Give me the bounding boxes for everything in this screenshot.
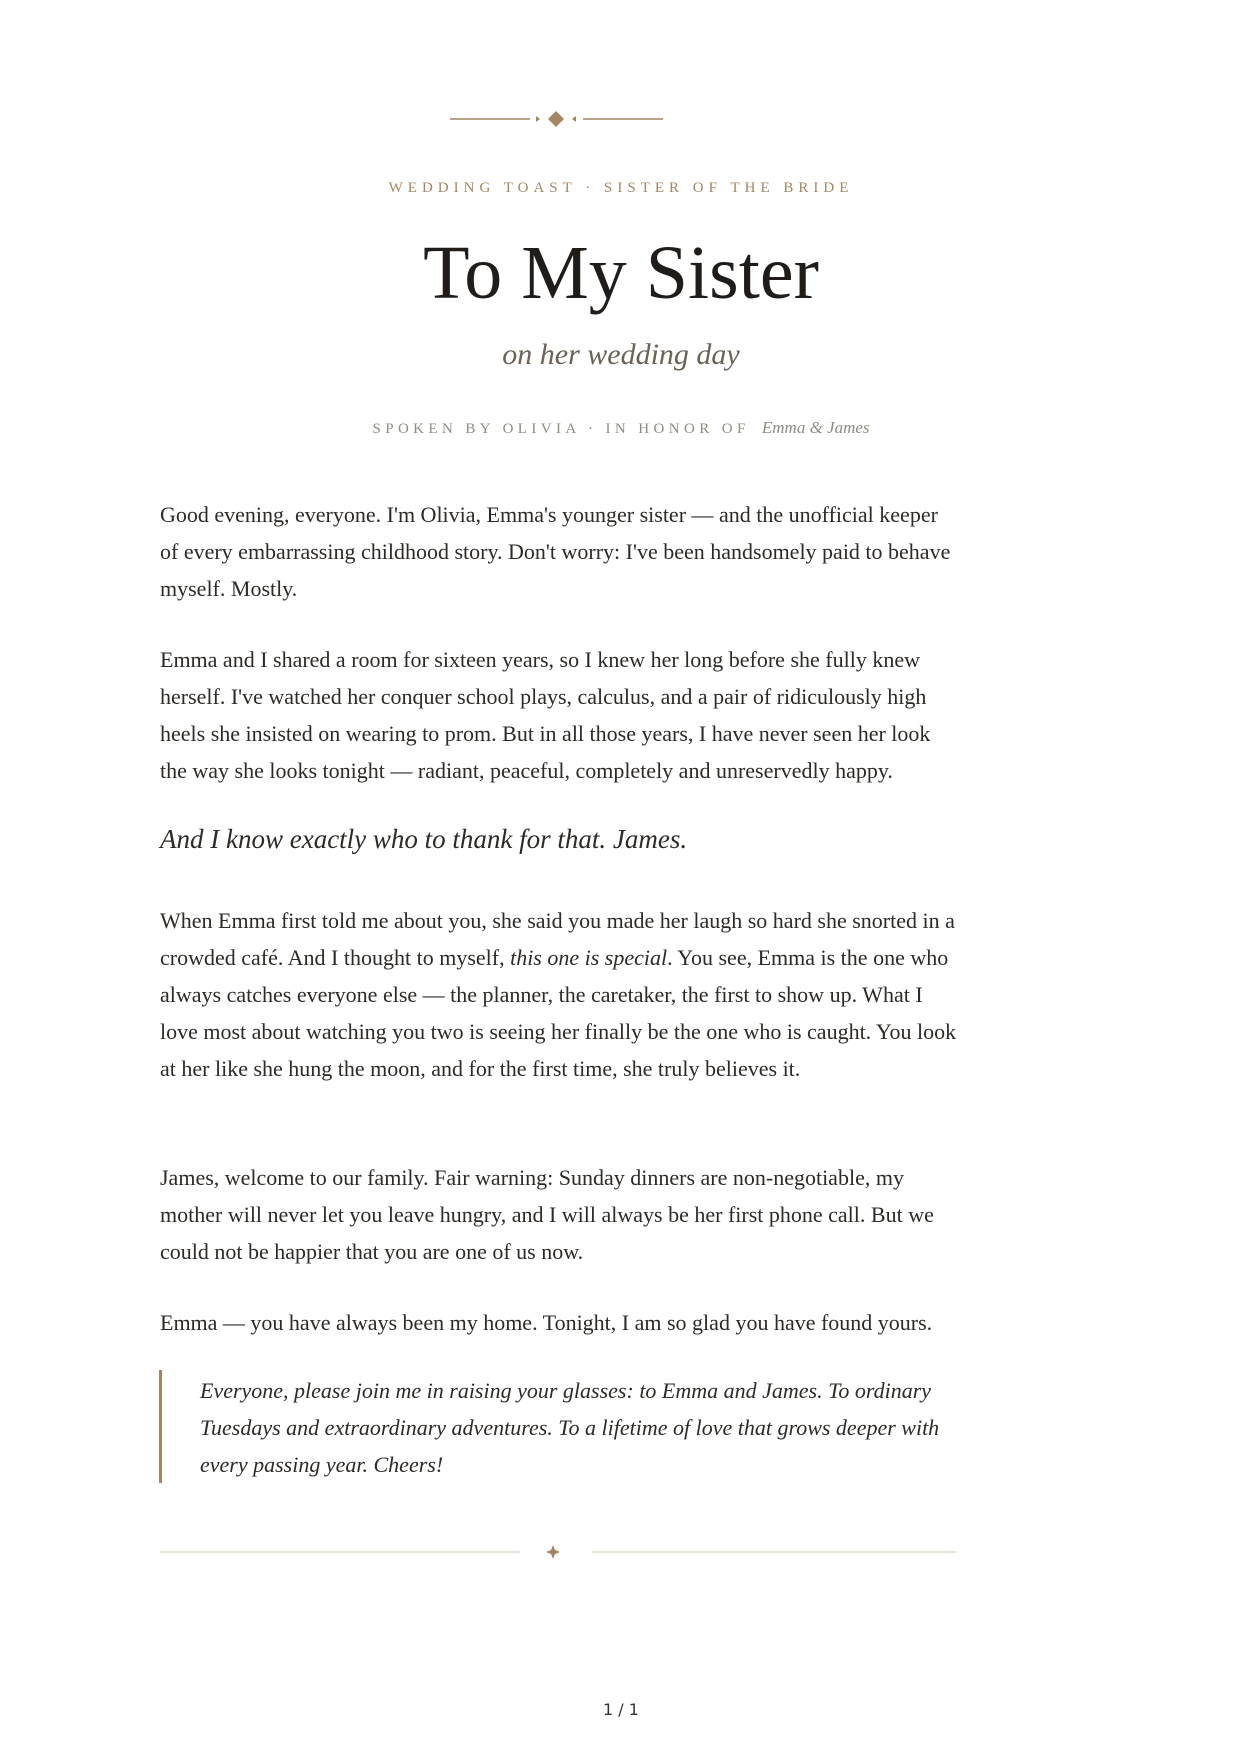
paragraph-home: Emma — you have always been my home. Tonight, I am so glad you have found yours. <box>160 1310 933 1335</box>
paragraph-james <box>160 902 960 1087</box>
lead-line: And I know exactly who to thank for that. James. <box>160 824 688 854</box>
bottom-ornament-divider <box>160 1540 956 1564</box>
paragraph-welcome: James, welcome to our family. Fair warning: Sunday dinners are non-negotiable, my mother will never let you leave hungry, and I will always be her first phone call. But we could not be happier that you are one of us now. <box>160 1165 934 1264</box>
paragraph-james-start: When Emma first told me about you, she said you made her laugh so hard she snorted in a crowded café. And I thought to myself, <box>160 908 955 970</box>
paragraph-childhood: Emma and I shared a room for sixteen years, so I knew her long before she fully knew herself. I've watched her conquer school plays, calculus, and a pair of ridiculously high heels she insisted on wearing to prom. But in all those years, I have never seen her look the way she looks tonight — radiant, peaceful, completely and unreservedly happy. <box>160 647 931 783</box>
sparkle-icon <box>546 1545 560 1559</box>
paragraph-james-end: . You see, Emma is the one who always catches everyone else — the planner, the caretaker, the first to show up. What I love most about watching you two is seeing her finally be the one who is caught. You look at her like she hung the moon, and for the first time, she truly believes it. <box>160 945 957 1081</box>
page-title: To My Sister <box>423 231 819 315</box>
byline-names: Emma & James <box>761 418 870 437</box>
byline <box>0 418 1242 438</box>
page-subtitle: on her wedding day <box>502 338 740 371</box>
top-ornament-divider <box>450 108 670 130</box>
byline-prefix: SPOKEN BY OLIVIA · IN HONOR OF <box>372 421 750 437</box>
paragraph-intro: Good evening, everyone. I'm Olivia, Emma's younger sister — and the unofficial keeper of every embarrassing childhood story. Don't worry: I've been handsomely paid to behave myself. Mostly. <box>160 502 951 601</box>
page-indicator: 1 / 1 <box>603 1700 639 1719</box>
paragraph-james-emphasis: this one is special <box>510 945 668 970</box>
toast-quote-text: Everyone, please join me in raising your glasses: to Emma and James. To ordinary Tuesdays and extraordinary adventures. To a lifetime of love that grows deeper with every passing year. Cheers! <box>200 1378 940 1477</box>
eyebrow-label: WEDDING TOAST · SISTER OF THE BRIDE <box>388 180 854 196</box>
toast-quote <box>159 1370 959 1483</box>
